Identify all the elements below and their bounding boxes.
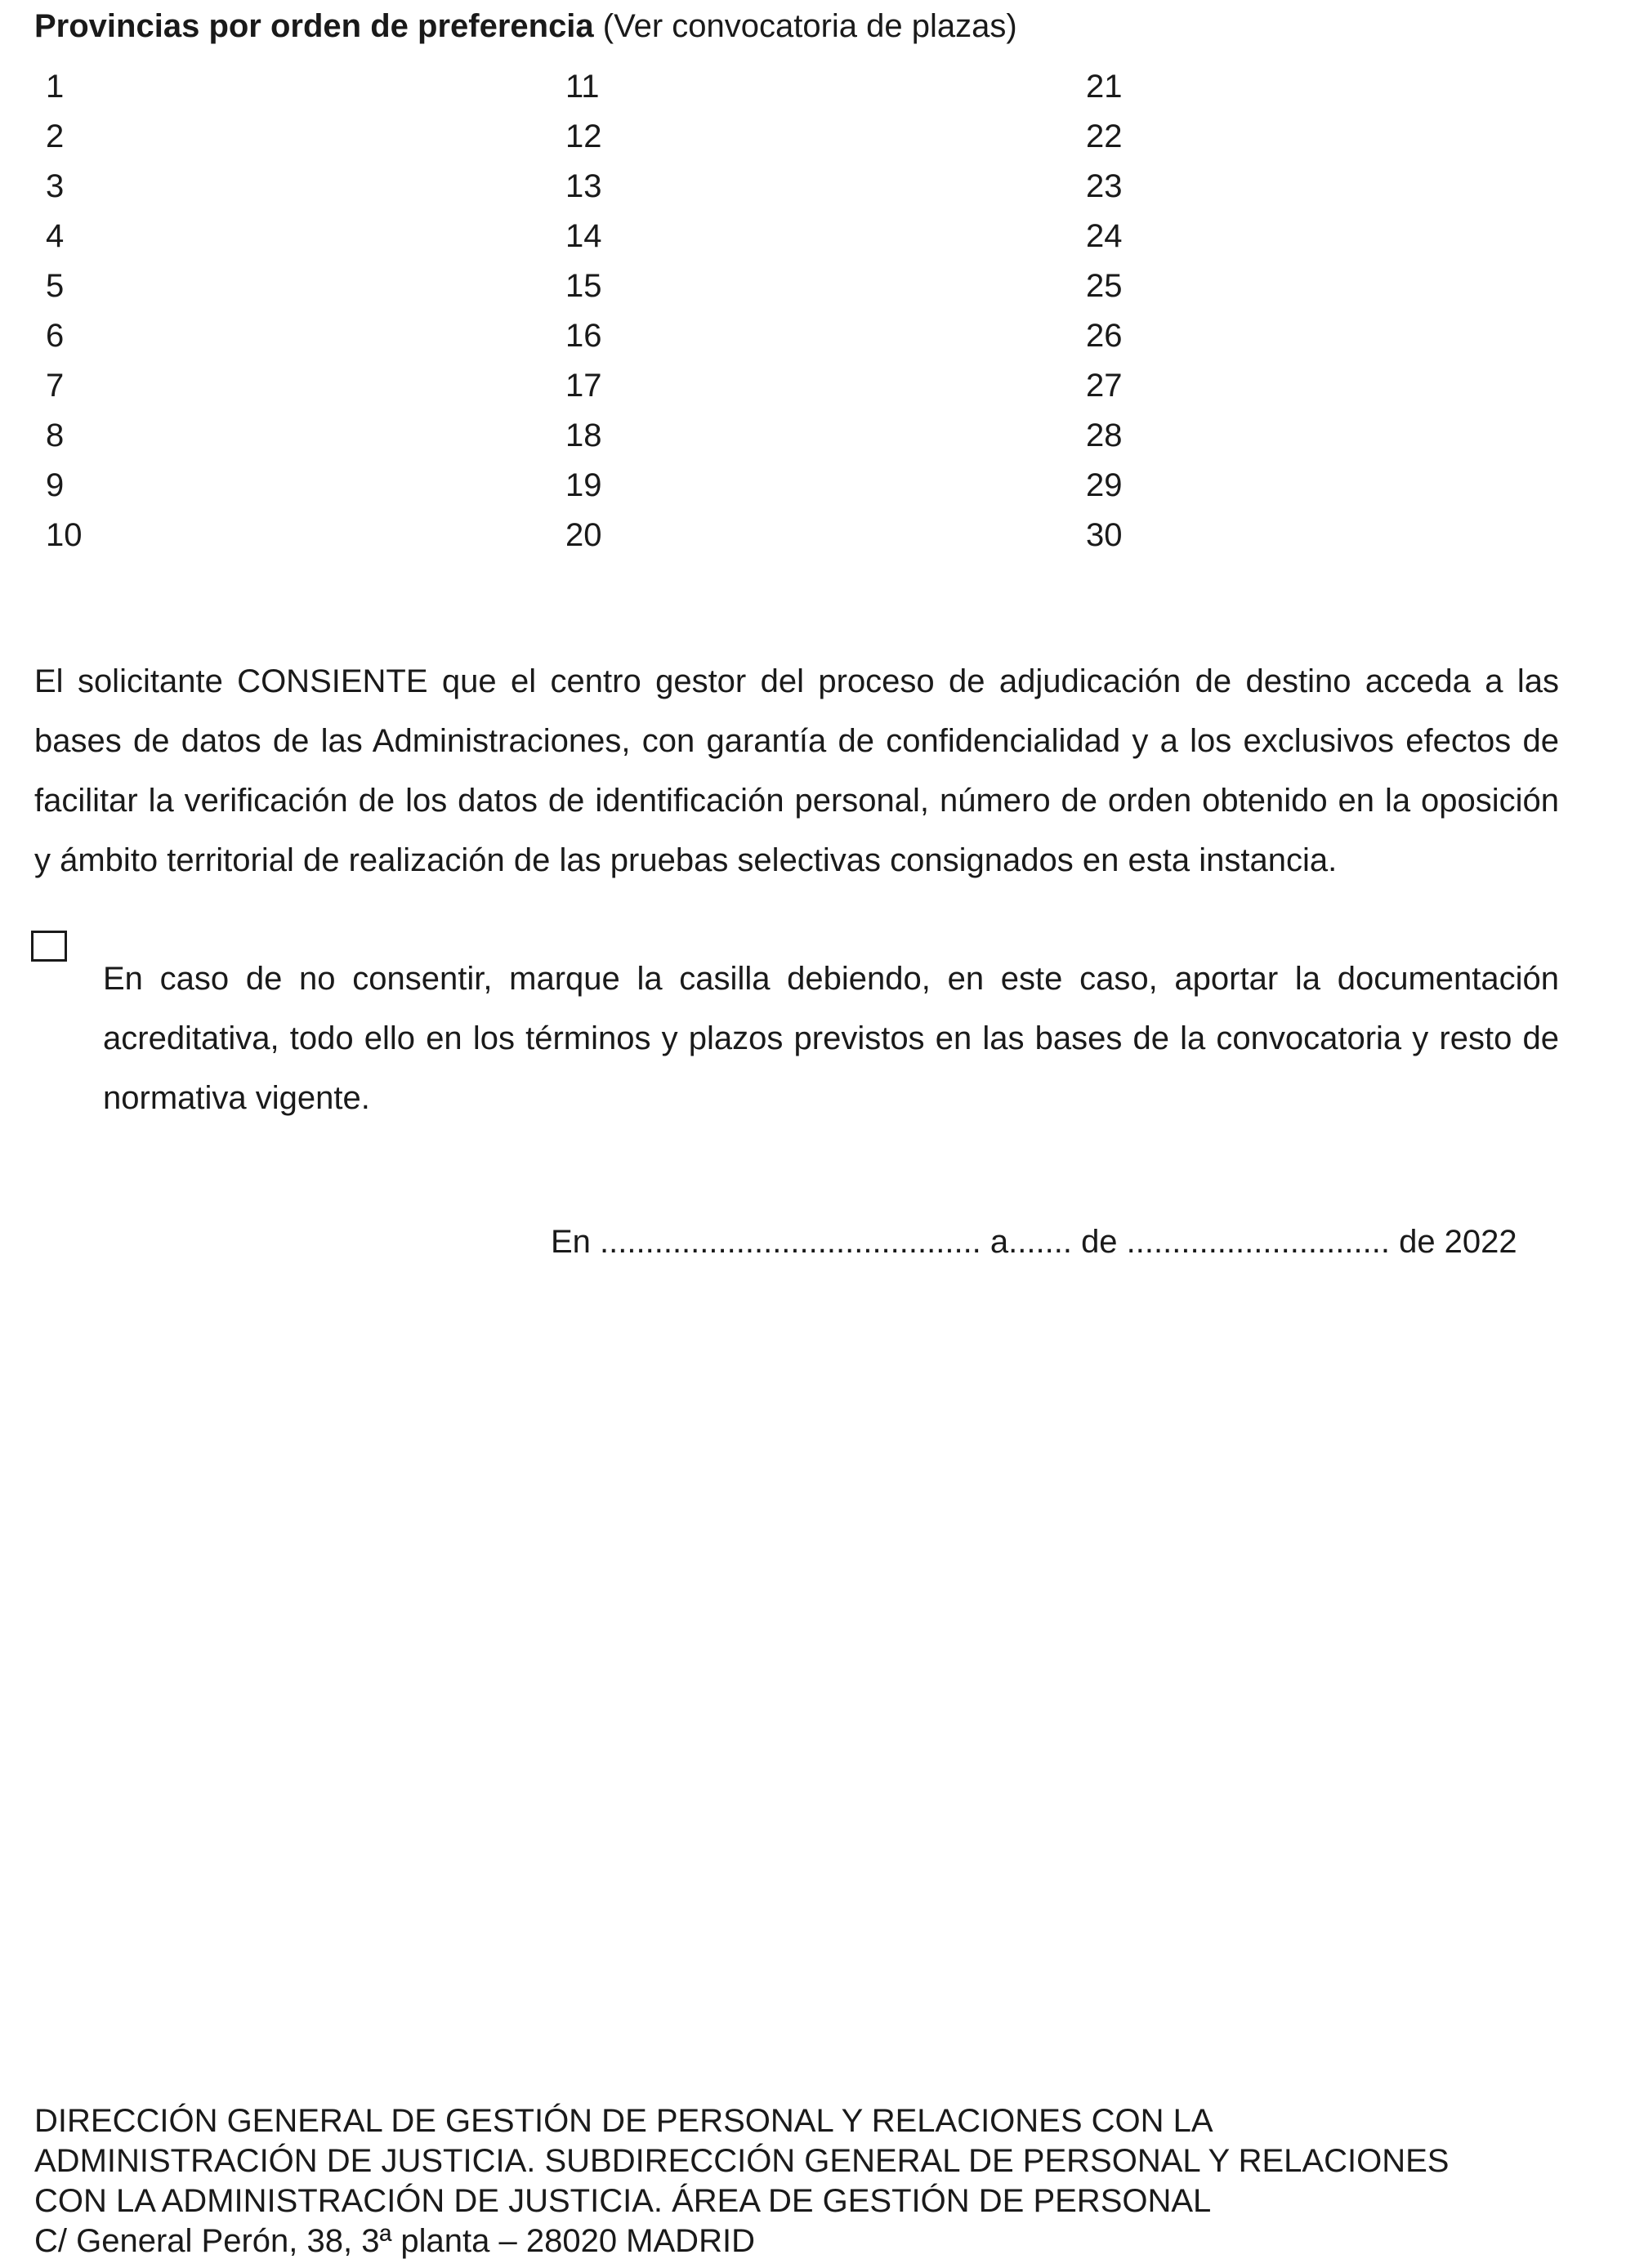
footer-line: DIRECCIÓN GENERAL DE GESTIÓN DE PERSONAL Y RELACIONES CON LA [34,2103,1213,2139]
preference-slot: 11 [565,69,600,105]
preferences-heading [34,5,1017,47]
footer-address [34,2101,1587,2261]
no-consent-paragraph: En caso de no consentir, marque la casilla debiendo, en este caso, aportar la documentación acreditativa, todo ello en los términos y plazos previstos en las bases de la convocatoria y resto de normativa vigente. [103,961,1559,1116]
preference-slot: 14 [565,218,602,254]
preference-slot: 15 [565,268,602,304]
preference-slot: 22 [1086,118,1123,154]
footer-line: C/ General Perón, 38, 3ª planta – 28020 MADRID [34,2223,755,2259]
preference-slot: 7 [46,368,65,404]
preference-slot: 3 [46,168,65,204]
preference-slot: 18 [565,417,602,453]
no-consent-checkbox[interactable] [31,931,67,962]
preference-slot: 28 [1086,417,1123,453]
footer-line: ADMINISTRACIÓN DE JUSTICIA. SUBDIRECCIÓN GENERAL DE PERSONAL Y RELACIONES [34,2143,1450,2179]
preference-slot: 24 [1086,218,1123,254]
preference-slot: 20 [565,517,602,553]
preference-slot: 16 [565,318,602,354]
footer-line: CON LA ADMINISTRACIÓN DE JUSTICIA. ÁREA DE GESTIÓN DE PERSONAL [34,2183,1212,2219]
preference-slot: 13 [565,168,602,204]
preference-slot: 10 [46,517,83,553]
consent-paragraph: El solicitante CONSIENTE que el centro gestor del proceso de adjudicación de destino acceda a las bases de datos de las Administraciones, con garantía de confidencialidad y a los exclusivos efectos de facilitar la verificación de los datos de identificación personal, número de orden obtenido en la oposición y ámbito territorial de realización de las pruebas selectivas consignados en esta instancia. [34,663,1559,878]
preferences-heading-note: (Ver convocatoria de plazas) [593,8,1017,44]
preference-slot: 2 [46,118,65,154]
preference-column-1 [46,62,83,560]
preference-slot: 5 [46,268,65,304]
preference-slot: 9 [46,467,65,503]
preference-slot: 21 [1086,69,1123,105]
preference-slot: 30 [1086,517,1123,553]
preference-column-3 [1086,62,1123,560]
preference-slot: 26 [1086,318,1123,354]
preference-slot: 1 [46,69,65,105]
preference-slot: 6 [46,318,65,354]
preferences-heading-title: Provincias por orden de preferencia [34,8,594,44]
preference-slot: 12 [565,118,602,154]
preference-column-2 [565,62,602,560]
preference-slot: 4 [46,218,65,254]
preference-slot: 25 [1086,268,1123,304]
preference-slot: 19 [565,467,602,503]
preference-slot: 23 [1086,168,1123,204]
preference-slot: 8 [46,417,65,453]
place-date-line: En .......................................... a....... de ............................. de 2022 [551,1224,1517,1260]
preference-slot: 27 [1086,368,1123,404]
preference-slot: 29 [1086,467,1123,503]
preference-slot: 17 [565,368,602,404]
